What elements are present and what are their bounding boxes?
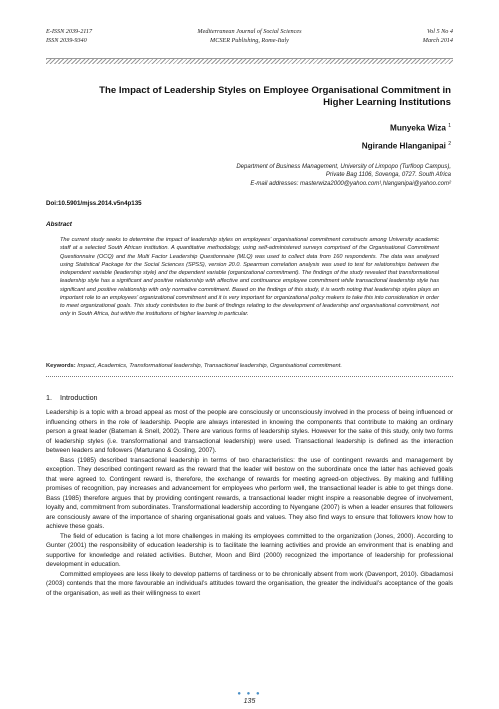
email-addresses[interactable]: E-mail addresses: masterwiza2000@yahoo.com¹,hlanganipai@yahoo.com² [250,180,451,187]
journal-name: Mediterranean Journal of Social Sciences [197,28,302,35]
keywords [46,363,453,369]
affiliation-line-2: Private Bag 1106, Sovenga, 0727. South Africa [325,172,451,179]
section-heading [46,393,98,402]
section-title: Introduction [60,393,98,402]
section-divider [46,376,453,377]
title-line-1: The Impact of Leadership Styles on Employee Organisational Commitment in [99,85,451,96]
author-1 [390,123,451,133]
author-2-sup: 2 [448,141,451,147]
issn: ISSN 2039-9340 [46,37,87,44]
title-line-2: Higher Learning Institutions [323,97,451,108]
body-text [46,408,453,598]
paragraph-2: Bass (1985) described transactional leadership in terms of two characteristics: the use of contingent rewards and management by exception. They described contingent reward as the reward that the leader will bestow on the subordinate once the latter has achieved goals that were agreed to. Contingent reward is, therefore, the exchange of rewards for meeting agreed-on objectives. By making and fulfilling promises of recognition, pay increases and advancement for employees who perform well, the transactional leader is able to get things done. Bass (1985) therefore argues that by providing contingent rewards, a transactional leader might inspire a reasonable degree of involvement, loyalty and, commitment from subordinates. Transformational leadership according to Nyengane (2007) is when a leader ensures that followers are consciously aware of the importance of sharing organisational goals and values. They also find ways to ensure that followers know how to achieve these goals. [46,456,453,530]
eissn: E-ISSN 2039-2117 [46,28,93,35]
page-number: 135 [243,698,256,705]
issue-block [423,27,453,45]
issue-date: March 2014 [422,37,453,44]
publisher: MCSER Publishing, Rome-Italy [210,37,289,44]
doi[interactable]: Doi:10.5901/mjss.2014.v5n4p135 [46,200,142,207]
author-2-name: Ngirande Hlanganipai [361,141,446,151]
paragraph-4: Committed employees are less likely to develop patterns of tardiness or to be chronically absent from work (Davenport, 2010). Gbadamosi (2003) contends that the more favourable an individual’s attitudes toward the organisation, the greater the individual’s acceptance of the goals of the organisation, as well as their willingness to exert [46,570,453,597]
footer-dots: ● ● ● [237,691,262,697]
paragraph-1: Leadership is a topic with a broad appeal as most of the people are consciously or unconsciously involved in the process of being influenced or influencing others in the role of leadership. People are always interested in knowing the components that contribute to making an ordinary person a great leader (Bateman & Snell, 2002). There are various forms of leadership styles. However for the sake of this study, only two forms of leadership styles (i.e. transformational and transactional leadership) were used. Transactional leadership is defined as the interaction between leaders and followers (Marturano & Gosling, 2007). [46,409,453,454]
volume: Vol 5 No 4 [427,28,453,35]
journal-block [46,27,453,45]
running-header [46,27,453,57]
affiliation-line-1: Department of Business Management, University of Limpopo (Turfloop Campus), [236,164,451,170]
header-divider [46,58,453,64]
keywords-label: Keywords: [46,363,76,369]
paragraph-3: The field of education is facing a lot more challenges in making its employees committed to the organization (Jones, 2000). According to Gunter (2001) the responsibility of education leadership is to facilitate the learning activities and provide an environment that is enabling and supportive for knowledge and related activities. Butcher, Moon and Bird (2000) recognized the importance of leadership for professional development in education. [46,532,453,568]
abstract-heading: Abstract [46,221,72,228]
keywords-list: Impact, Academics, Transformational leadership, Transactional leadership, Organisational commitment. [77,363,342,369]
section-number: 1. [46,393,52,402]
author-1-name: Munyeka Wiza [390,123,446,133]
article-title [46,85,451,109]
author-2 [362,141,451,151]
affiliation [46,163,451,188]
author-1-sup: 1 [448,123,451,129]
abstract-text: The current study seeks to determine the impact of leadership styles on employees’ organisational commitment constructs among University academic staff at a selected South African institution. A quantitative methodology, using self-administered surveys comprised of the Organisational Commitment Questionnaire (OCQ) and the Multi Factor Leadership Questionnaire (MLQ) was used to collect data from 160 respondents. The data was analysed using Statistical Package for the Social Sciences (SPSS), version 20.0. Spearman correlation analysis was used to test for relationships between the independent variable (leadership style) and the dependent variable (organizational commitment). The findings of the study revealed that transformational leadership style has a significant and positive relationship with affective and continuance employee commitment while transactional leadership style has significant and positive relationship with only normative commitment. Based on the findings of this study, it is worth noting that leadership styles plays an important role to an employees’ organizational commitment and it is very important for organizational policy makers to take this into consideration in order to meet organizational goals. This study contributes to the bank of findings relating to the development of leadership and organisational commitment, not only in South Africa, but within the institutions of higher learning in particular. [60,237,439,318]
